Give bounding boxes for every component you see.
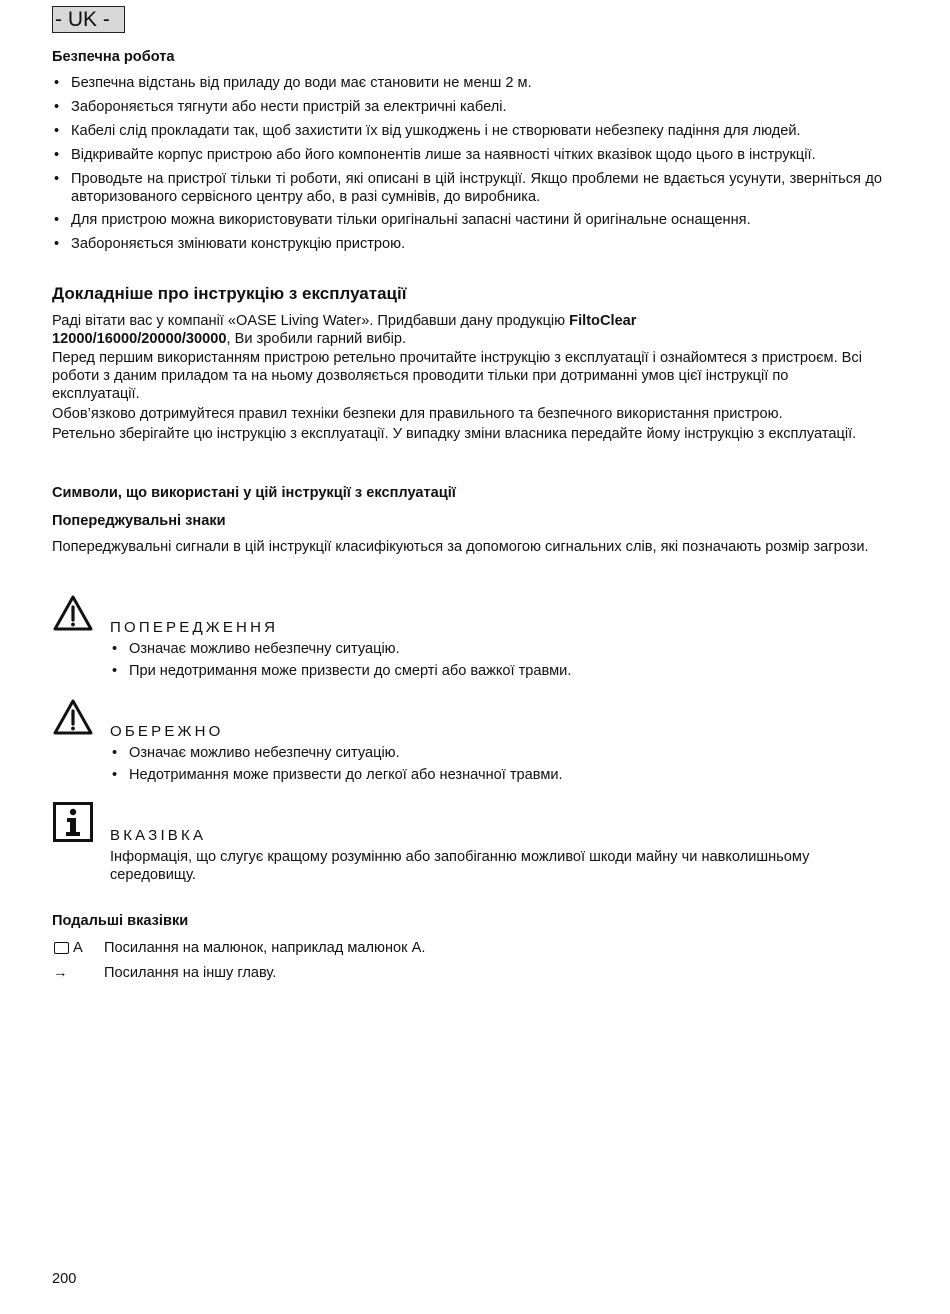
further-instructions-heading: Подальші вказівки [52,913,189,929]
list-item: • Проводьте на пристрої тільки ті роботи, які описані в цій інструкції. Якщо проблеми не вдається усунути, зверніться до авторизованого сервісного центру або, в разі сумнівів, до виробника. [52,170,882,206]
figure-reference-symbol [53,939,93,957]
intro-text: Раді вітати вас у компанії «OASE Living Water». Придбавши дану продукцію [52,313,570,329]
manual-paragraphs [52,349,866,443]
figure-letter: A [73,940,83,956]
chapter-reference-text: Посилання на іншу главу. [104,965,277,981]
signal-warning-list [110,640,870,680]
list-item: • Означає можливо небезпечну ситуацію. [110,744,870,762]
paragraph: Перед першим використанням пристрою ретельно прочитайте інструкцію з експлуатації і ознайомтеся з пристроєм. Всі роботи з даним приладом та на ньому дозволяється проводити тільки при дотриманні умов цієї інструкції по експлуатації. [52,350,862,402]
list-item: • Для пристрою можна використовувати тільки оригінальні запасні частини й оригінальне оснащення. [52,211,882,229]
info-sign-icon [53,802,93,842]
list-item: • Безпечна відстань від приладу до води має становити не менш 2 м. [52,74,882,92]
warning-signs-heading: Попереджувальні знаки [52,513,226,529]
figure-box-icon [54,942,69,954]
product-name: FiltoClear 12000/16000/20000/30000 [52,313,637,347]
signal-note-text: Інформація, що слугує кращому розумінню або запобіганню можливої шкоди майну чи навколишньому середовищу. [110,849,810,883]
safe-operation-list [52,74,882,253]
list-item: • Забороняється змінювати конструкцію пристрою. [52,235,882,253]
paragraph: Ретельно зберігайте цю інструкцію з експлуатації. У випадку зміни власника передайте йому інструкцію з експлуатації. [52,426,857,442]
caution-triangle-icon [53,699,93,735]
intro-text-end: , Ви зробили гарний вибір. [226,331,407,347]
signal-word-caution: ОБЕРЕЖНО [110,723,224,740]
list-item: • Забороняється тягнути або нести пристрій за електричні кабелі. [52,98,882,116]
page-number: 200 [52,1271,77,1287]
figure-reference-text: Посилання на малюнок, наприклад малюнок А. [104,940,426,956]
chapter-reference-arrow-icon: → [53,965,68,981]
list-item: • При недотримання може призвести до смерті або важкої травми. [110,662,870,680]
signal-word-warning: ПОПЕРЕДЖЕННЯ [110,619,279,636]
manual-intro [52,312,732,348]
manual-info-heading: Докладніше про інструкцію з експлуатації [52,284,407,303]
symbols-heading: Символи, що використані у цій інструкції з експлуатації [52,485,456,501]
warning-signs-text: Попереджувальні сигнали в цій інструкції класифікуються за допомогою сигнальних слів, які позначають розмір загрози. [52,539,869,555]
language-tab: - UK - [52,6,125,33]
list-item: • Означає можливо небезпечну ситуацію. [110,640,870,658]
paragraph: Обов’язково дотримуйтеся правил техніки безпеки для правильного та безпечного використання пристрою. [52,406,783,422]
signal-caution-list [110,744,870,784]
safe-operation-heading: Безпечна робота [52,49,175,65]
list-item: • Недотримання може призвести до легкої або незначної травми. [110,766,870,784]
list-item: • Відкривайте корпус пристрою або його компонентів лише за наявності чітких вказівок щодо цього в інструкції. [52,146,882,164]
warning-triangle-icon [53,595,93,631]
signal-word-note: ВКАЗІВКА [110,827,207,844]
list-item: • Кабелі слід прокладати так, щоб захистити їх від ушкоджень і не створювати небезпеку падіння для людей. [52,122,882,140]
